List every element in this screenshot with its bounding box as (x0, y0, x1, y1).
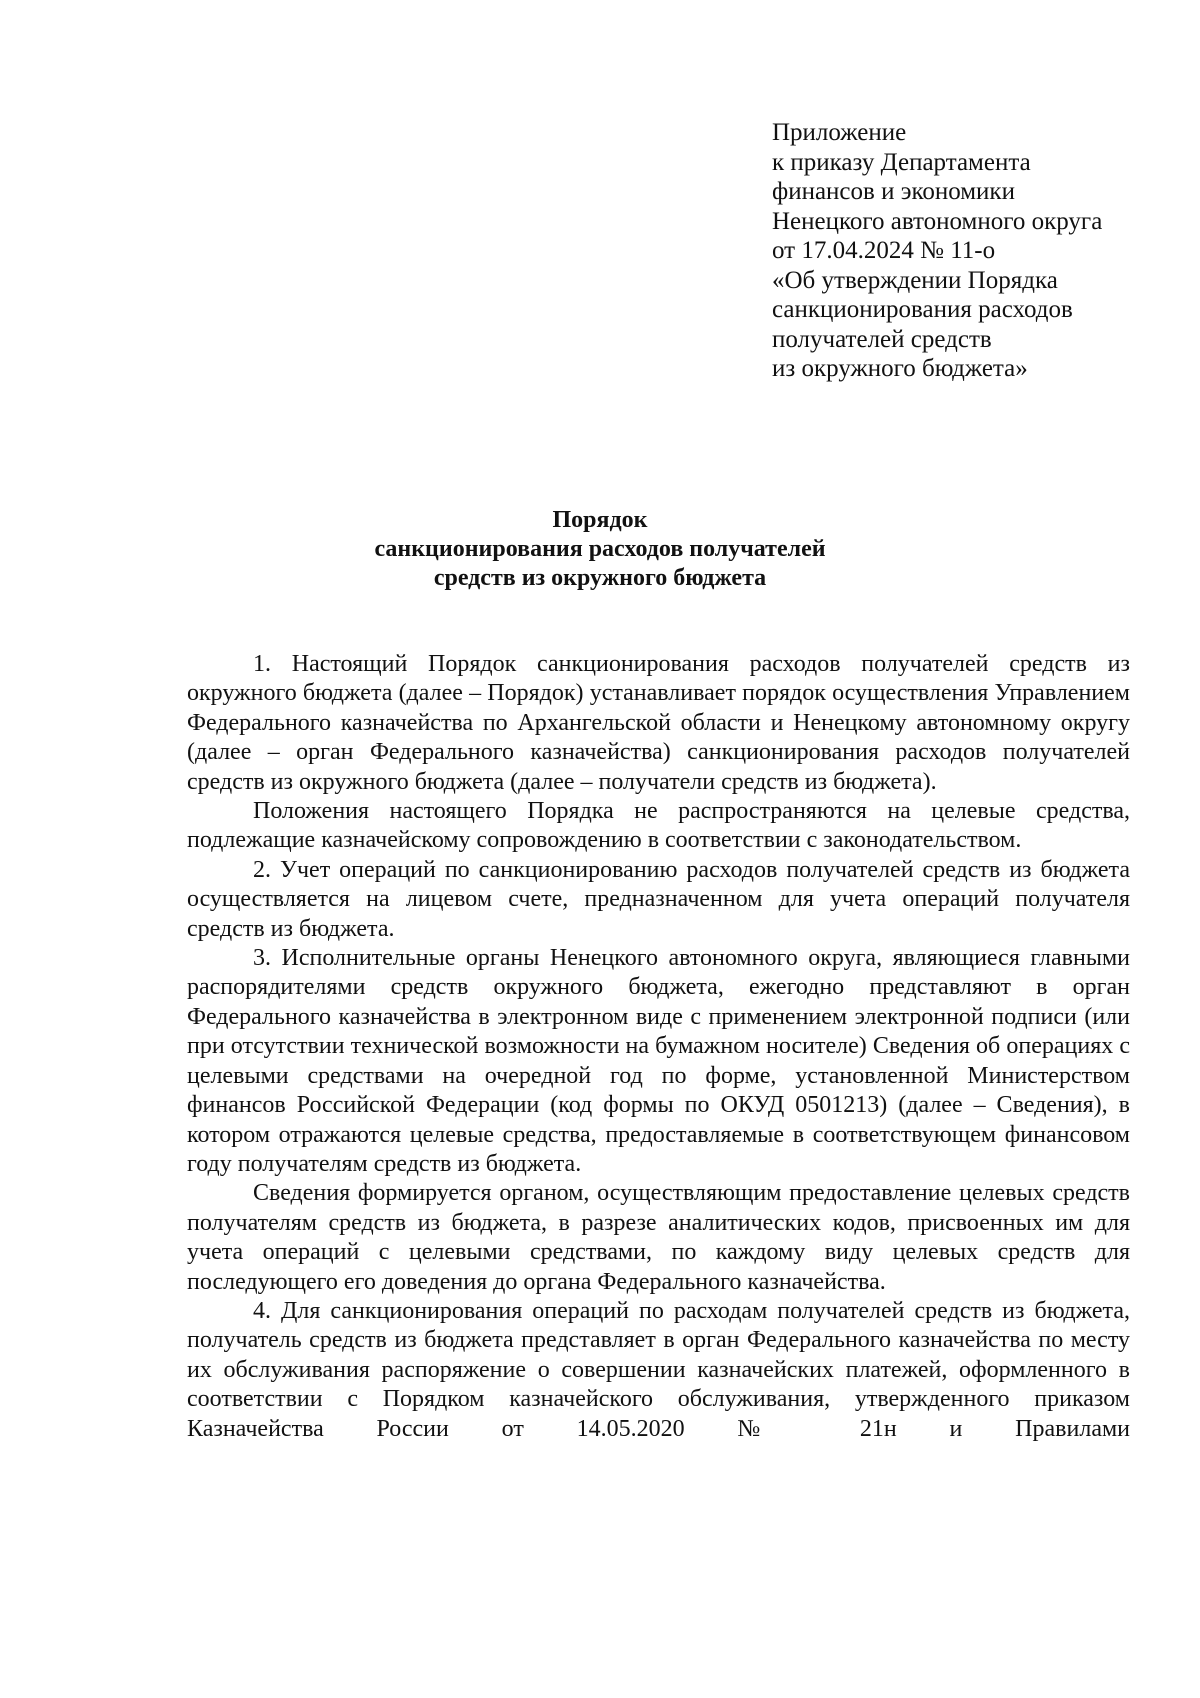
document-title (300, 506, 900, 593)
title-line: санкционирования расходов получателей (374, 536, 826, 562)
paragraph-3: 3. Исполнительные органы Ненецкого автономного округа, являющиеся главными распорядителями средств окружного бюджета, ежегодно представляют в орган Федерального казначейства в электронном виде с применением электронной подписи (или при отсутствии технической возможности на бумажном носителе) Сведения об операциях с целевыми средствами на очередной год по форме, установленной Министерством финансов Российской Федерации (код формы по ОКУД 0501213) (далее – Сведения), в котором отражаются целевые средства, предоставляемые в соответствующем финансовом году получателям средств из бюджета. (187, 945, 1130, 1177)
appendix-line: финансов и экономики (772, 178, 1015, 205)
document-body (187, 650, 1130, 1444)
appendix-line: Приложение (772, 119, 907, 146)
appendix-block (772, 118, 1152, 384)
paragraph-4: 4. Для санкционирования операций по расходам получателей средств из бюджета, получатель средств из бюджета представляет в орган Федерального казначейства по месту их обслуживания распоряжение о совершении казначейских платежей, оформленного в соответствии с Порядком казначейского обслуживания, утвержденного приказом Казначейства России от 14.05.2020 № 21н и Правилами (187, 1297, 1130, 1442)
appendix-line: санкционирования расходов (772, 296, 1073, 323)
paragraph-3-note: Сведения формируется органом, осуществляющим предоставление целевых средств получателям средств из бюджета, в разрезе аналитических кодов, присвоенных им для учета операций с целевыми средствами, по каждому виду целевых средств для последующего его доведения до органа Федерального казначейства. (187, 1180, 1130, 1295)
appendix-line: Ненецкого автономного округа (772, 207, 1103, 235)
appendix-line: «Об утверждении Порядка (772, 266, 1058, 294)
paragraph-1-note: Положения настоящего Порядка не распространяются на целевые средства, подлежащие казначейскому сопровождению в соответствии с законодательством. (187, 798, 1130, 854)
title-line: Порядок (552, 507, 648, 533)
appendix-line: от 17.04.2024 № 11-о (772, 237, 996, 264)
appendix-line: получателей средств (772, 325, 992, 353)
appendix-line: из окружного бюджета» (772, 355, 1028, 382)
appendix-line: к приказу Департамента (772, 148, 1031, 176)
title-line: средств из окружного бюджета (433, 565, 767, 591)
paragraph-1: 1. Настоящий Порядок санкционирования расходов получателей средств из окружного бюджета (далее – Порядок) устанавливает порядок осуществления Управлением Федерального казначейства по Архангельской области и Ненецкому автономному округу (далее – орган Федерального казначейства) санкционирования расходов получателей средств из окружного бюджета (далее – получатели средств из бюджета). (187, 651, 1130, 795)
paragraph-2: 2. Учет операций по санкционированию расходов получателей средств из бюджета осуществляется на лицевом счете, предназначенном для учета операций получателя средств из бюджета. (187, 856, 1130, 942)
